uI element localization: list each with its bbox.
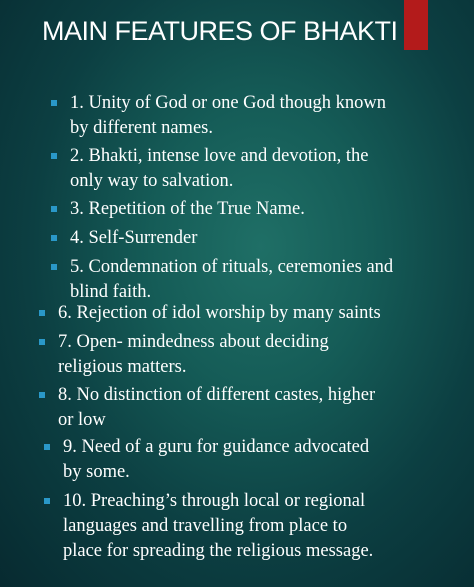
item-line: languages and travelling from place to xyxy=(63,516,348,536)
item-line: by different names. xyxy=(70,118,213,138)
item-line: religious matters. xyxy=(58,357,187,377)
item-line: 3. Repetition of the True Name. xyxy=(70,199,305,219)
list-item-10 xyxy=(63,489,373,564)
bullet-icon xyxy=(51,206,57,212)
item-line: 4. Self-Surrender xyxy=(70,228,198,248)
item-line: 10. Preaching’s through local or regional xyxy=(63,491,366,511)
item-line: 1. Unity of God or one God though known xyxy=(70,93,387,113)
item-line: blind faith. xyxy=(70,282,152,302)
item-line: 9. Need of a guru for guidance advocated xyxy=(63,437,370,457)
list-item-1 xyxy=(70,91,386,141)
item-line: by some. xyxy=(63,462,130,482)
slide-title: MAIN FEATURES OF BHAKTI xyxy=(42,16,398,46)
bullet-icon xyxy=(39,310,45,316)
list-item-5 xyxy=(70,255,393,305)
item-line: or low xyxy=(58,410,106,430)
item-line: only way to salvation. xyxy=(70,171,234,191)
bullet-icon xyxy=(44,444,50,450)
list-item-4 xyxy=(70,226,197,251)
list-item-6 xyxy=(58,301,381,326)
bullet-icon xyxy=(44,498,50,504)
list-item-8 xyxy=(58,383,375,433)
bullet-icon xyxy=(51,100,57,106)
bullet-icon xyxy=(51,153,57,159)
item-line: 6. Rejection of idol worship by many saints xyxy=(58,303,381,323)
item-line: 5. Condemnation of rituals, ceremonies and xyxy=(70,257,394,277)
bullet-icon xyxy=(39,339,45,345)
bullet-icon xyxy=(39,392,45,398)
list-item-7 xyxy=(58,330,329,380)
item-line: 7. Open- mindedness about deciding xyxy=(58,332,329,352)
bullet-icon xyxy=(51,264,57,270)
item-line: 2. Bhakti, intense love and devotion, the xyxy=(70,146,369,166)
item-line: 8. No distinction of different castes, higher xyxy=(58,385,376,405)
bullet-icon xyxy=(51,235,57,241)
list-item-3 xyxy=(70,197,305,222)
accent-bar xyxy=(404,0,428,50)
item-line: place for spreading the religious message. xyxy=(63,541,374,561)
list-item-2 xyxy=(70,144,369,194)
list-item-9 xyxy=(63,435,369,485)
